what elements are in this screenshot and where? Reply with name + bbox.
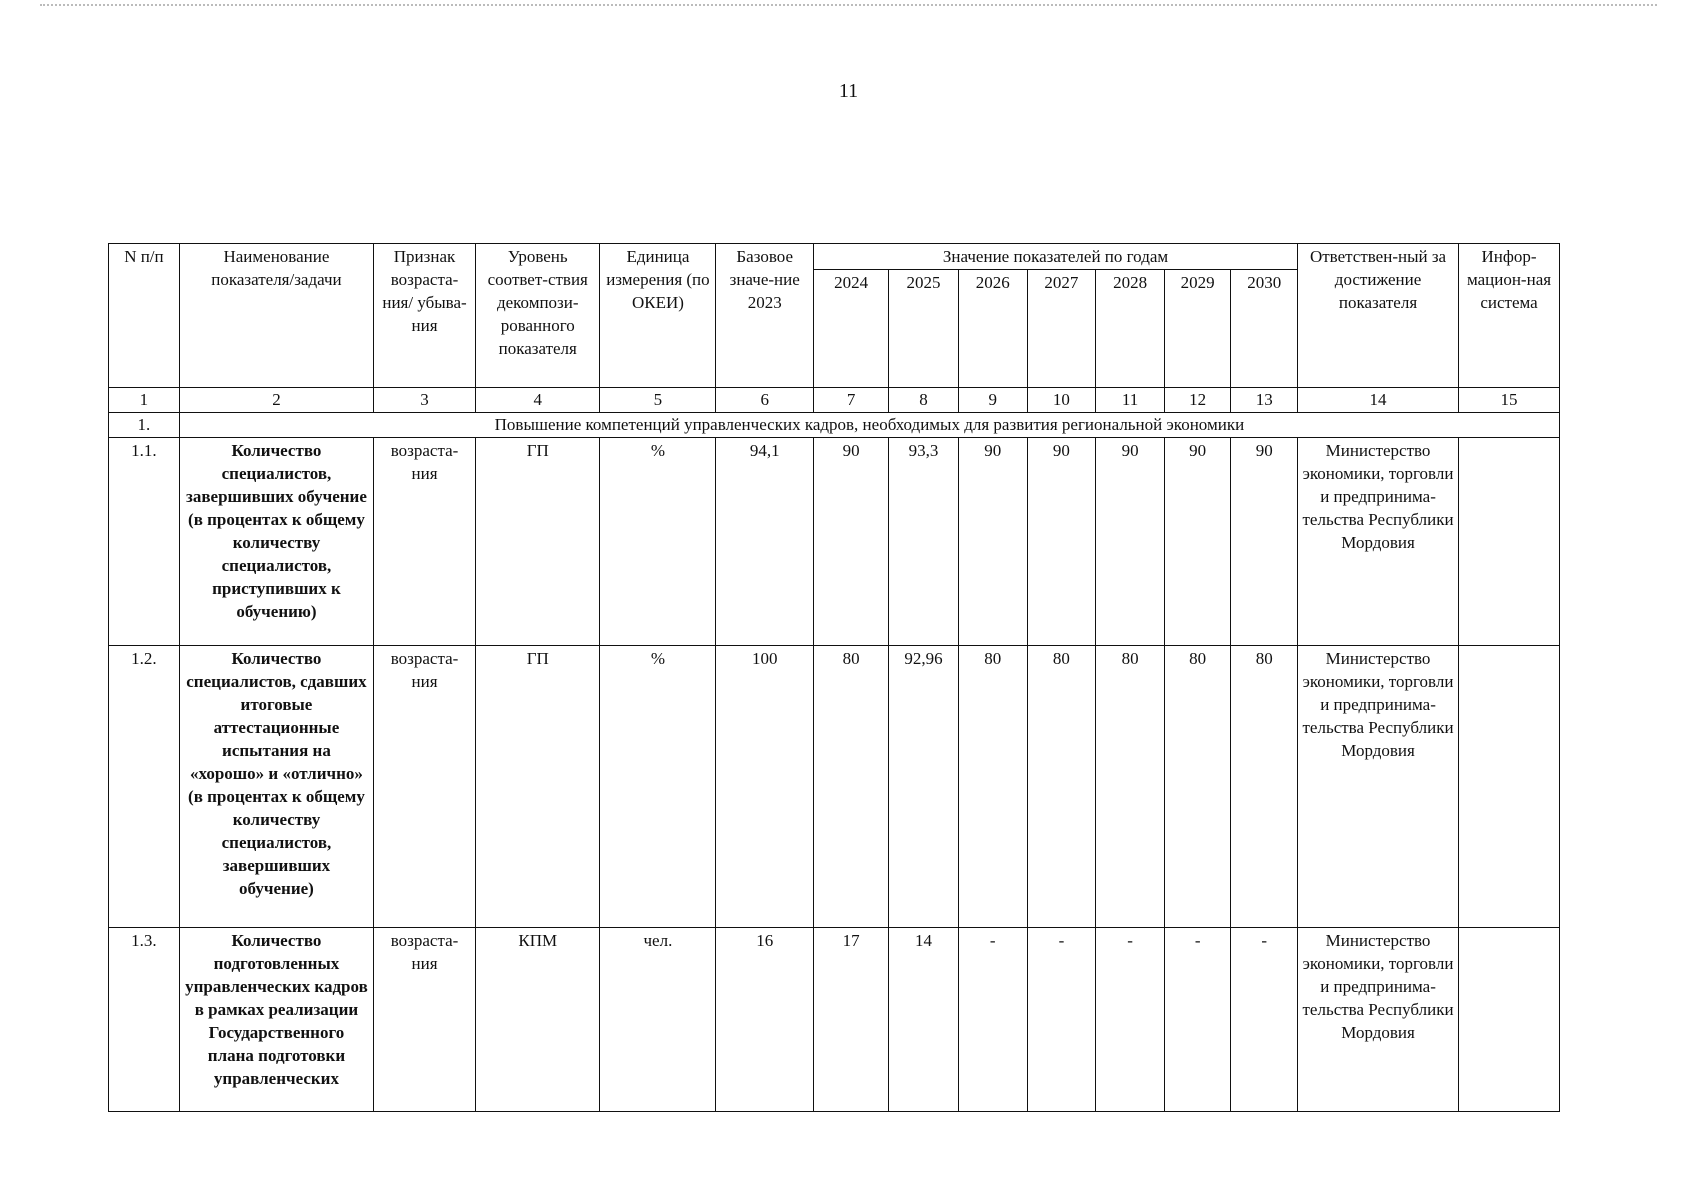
header-num: N п/п [109, 244, 180, 388]
indicator-sign: возраста-ния [374, 646, 476, 928]
indicator-base: 16 [716, 928, 814, 1112]
value-2026: 80 [958, 646, 1027, 928]
value-2025: 14 [889, 928, 959, 1112]
column-number: 4 [476, 388, 600, 413]
value-2029: - [1164, 928, 1231, 1112]
column-number: 13 [1231, 388, 1298, 413]
indicator-base: 100 [716, 646, 814, 928]
header-row-1 [109, 244, 1560, 270]
responsible: Министерство экономики, торговли и предпринима-тельства Республики Мордовия [1298, 438, 1459, 646]
header-responsible: Ответствен-ный за достижение показателя [1298, 244, 1459, 388]
indicator-name: Количество подготовленных управленческих кадров в рамках реализации Государственного плана подготовки управленческих [179, 928, 373, 1112]
table-row [109, 646, 1560, 928]
page-number: 11 [838, 80, 859, 102]
indicator-sign: возраста-ния [374, 438, 476, 646]
section-row [109, 413, 1560, 438]
header-years-group: Значение показателей по годам [814, 244, 1298, 270]
header-base: Базовое значе-ние 2023 [716, 244, 814, 388]
indicator-unit: % [600, 438, 716, 646]
column-number: 5 [600, 388, 716, 413]
indicator-base: 94,1 [716, 438, 814, 646]
column-number: 8 [889, 388, 959, 413]
value-2030: - [1231, 928, 1298, 1112]
info-system [1459, 646, 1560, 928]
info-system [1459, 438, 1560, 646]
column-number: 9 [958, 388, 1027, 413]
row-num: 1.3. [109, 928, 180, 1112]
header-info-system: Инфор-мацион-ная система [1459, 244, 1560, 388]
table-row [109, 928, 1560, 1112]
header-name: Наименование показателя/задачи [179, 244, 373, 388]
header-year-2026: 2026 [958, 270, 1027, 388]
value-2028: - [1096, 928, 1165, 1112]
responsible: Министерство экономики, торговли и предпринима-тельства Республики Мордовия [1298, 646, 1459, 928]
value-2027: - [1027, 928, 1096, 1112]
header-unit: Единица измерения (по ОКЕИ) [600, 244, 716, 388]
scan-edge-line [40, 4, 1657, 6]
indicator-level: КПМ [476, 928, 600, 1112]
value-2030: 90 [1231, 438, 1298, 646]
value-2029: 80 [1164, 646, 1231, 928]
value-2030: 80 [1231, 646, 1298, 928]
column-number: 14 [1298, 388, 1459, 413]
header-year-2029: 2029 [1164, 270, 1231, 388]
row-num: 1.2. [109, 646, 180, 928]
value-2026: - [958, 928, 1027, 1112]
value-2028: 80 [1096, 646, 1165, 928]
column-number: 6 [716, 388, 814, 413]
indicator-unit: % [600, 646, 716, 928]
value-2024: 80 [814, 646, 889, 928]
indicator-sign: возраста-ния [374, 928, 476, 1112]
responsible: Министерство экономики, торговли и предпринима-тельства Республики Мордовия [1298, 928, 1459, 1112]
column-number: 15 [1459, 388, 1560, 413]
row-num: 1.1. [109, 438, 180, 646]
table-row [109, 438, 1560, 646]
indicator-unit: чел. [600, 928, 716, 1112]
header-sign: Признак возраста-ния/ убыва-ния [374, 244, 476, 388]
value-2024: 90 [814, 438, 889, 646]
column-number: 3 [374, 388, 476, 413]
header-year-2027: 2027 [1027, 270, 1096, 388]
column-number: 11 [1096, 388, 1165, 413]
section-title: Повышение компетенций управленческих кадров, необходимых для развития региональной экономики [179, 413, 1559, 438]
value-2025: 93,3 [889, 438, 959, 646]
indicators-table [108, 243, 1560, 1112]
section-num: 1. [109, 413, 180, 438]
value-2028: 90 [1096, 438, 1165, 646]
value-2026: 90 [958, 438, 1027, 646]
value-2029: 90 [1164, 438, 1231, 646]
value-2024: 17 [814, 928, 889, 1112]
header-year-2030: 2030 [1231, 270, 1298, 388]
column-number: 7 [814, 388, 889, 413]
column-number: 1 [109, 388, 180, 413]
column-number: 2 [179, 388, 373, 413]
column-number: 10 [1027, 388, 1096, 413]
info-system [1459, 928, 1560, 1112]
value-2025: 92,96 [889, 646, 959, 928]
header-year-2025: 2025 [889, 270, 959, 388]
indicator-name: Количество специалистов, завершивших обучение (в процентах к общему количеству специалистов, приступивших к обучению) [179, 438, 373, 646]
value-2027: 80 [1027, 646, 1096, 928]
column-numbers-row [109, 388, 1560, 413]
indicator-name: Количество специалистов, сдавших итоговые аттестационные испытания на «хорошо» и «отлично» (в процентах к общему количеству специалистов, завершивших обучение) [179, 646, 373, 928]
column-number: 12 [1164, 388, 1231, 413]
value-2027: 90 [1027, 438, 1096, 646]
header-level: Уровень соответ-ствия декомпози-рованного показателя [476, 244, 600, 388]
indicator-level: ГП [476, 438, 600, 646]
header-year-2028: 2028 [1096, 270, 1165, 388]
indicator-level: ГП [476, 646, 600, 928]
header-year-2024: 2024 [814, 270, 889, 388]
